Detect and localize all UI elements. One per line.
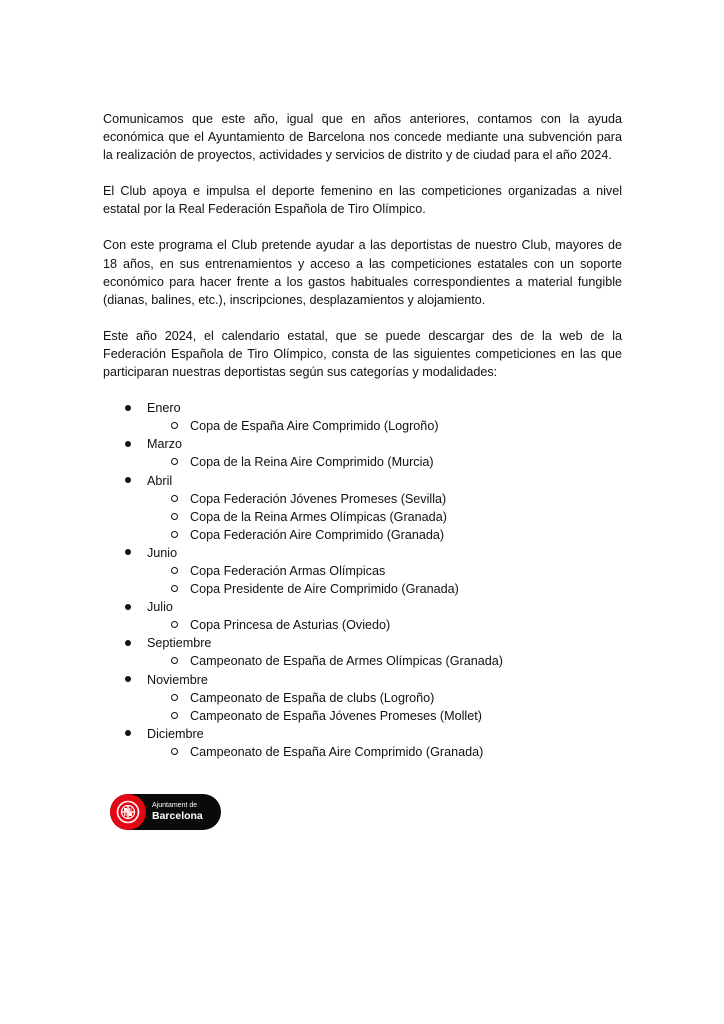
competition-item: Copa Federación Aire Comprimido (Granada)	[147, 526, 622, 544]
competition-item: Copa de la Reina Armes Olímpicas (Granada)	[147, 508, 622, 526]
calendar-list	[103, 399, 622, 761]
competition-list	[147, 689, 622, 725]
paragraph-club-support: El Club apoya e impulsa el deporte femenino en las competiciones organizadas a nivel estatal por la Real Federación Española de Tiro Olímpico.	[103, 184, 622, 217]
paragraph-intro: Comunicamos que este año, igual que en años anteriores, contamos con la ayuda económica que el Ayuntamiento de Barcelona nos concede mediante una subvención para la realización de proyectos, actividades y servicios de distrito y de ciudad para el año 2024.	[103, 112, 622, 163]
competition-item: Copa Federación Jóvenes Promeses (Sevilla)	[147, 490, 622, 508]
month-label: Septiembre	[147, 636, 212, 651]
competition-list	[147, 562, 622, 598]
month-label: Enero	[147, 401, 181, 416]
competition-item: Campeonato de España de clubs (Logroño)	[147, 689, 622, 707]
competition-list	[147, 417, 622, 435]
month-label: Marzo	[147, 437, 182, 452]
ajuntament-barcelona-logo	[110, 794, 221, 830]
month-label: Junio	[147, 545, 178, 560]
calendar-month	[103, 598, 622, 634]
document-body	[103, 110, 622, 761]
calendar-month	[103, 399, 622, 435]
logo-text-line1: Ajuntament de	[152, 802, 198, 810]
month-label: Abril	[147, 473, 173, 488]
barcelona-crest-icon	[110, 794, 146, 830]
competition-list	[147, 743, 622, 761]
calendar-month	[103, 634, 622, 670]
competition-item: Campeonato de España de Armes Olímpicas (Granada)	[147, 652, 622, 670]
competition-list	[147, 490, 622, 544]
competition-item: Copa Federación Armas Olímpicas	[147, 562, 622, 580]
competition-item: Campeonato de España Jóvenes Promeses (Mollet)	[147, 707, 622, 725]
paragraph-program: Con este programa el Club pretende ayudar a las deportistas de nuestro Club, mayores de 18 años, en sus entrenamientos y acceso a las competiciones estatales con un soporte económico para hacer frente a los gastos habituales correspondientes a material fungible (dianas, balines, etc.), inscripciones, desplazamientos y alojamiento.	[103, 238, 622, 307]
month-label: Julio	[147, 600, 173, 615]
calendar-month	[103, 544, 622, 598]
competition-item: Copa de la Reina Aire Comprimido (Murcia)	[147, 453, 622, 471]
competition-item: Copa Princesa de Asturias (Oviedo)	[147, 616, 622, 634]
competition-list	[147, 652, 622, 670]
paragraph-calendar-intro: Este año 2024, el calendario estatal, que se puede descargar des de la web de la Federación Española de Tiro Olímpico, consta de las siguientes competiciones en las que participaran nuestras deportistas según sus categorías y modalidades:	[103, 328, 622, 380]
logo-text-line2: Barcelona	[152, 810, 203, 823]
calendar-month	[103, 725, 622, 761]
calendar-month	[103, 472, 622, 544]
competition-list	[147, 453, 622, 471]
month-label: Noviembre	[147, 672, 208, 687]
competition-item: Copa Presidente de Aire Comprimido (Granada)	[147, 580, 622, 598]
competition-item: Copa de España Aire Comprimido (Logroño)	[147, 417, 622, 435]
calendar-month	[103, 435, 622, 471]
competition-item: Campeonato de España Aire Comprimido (Granada)	[147, 743, 622, 761]
logo-wordmark	[152, 802, 203, 822]
month-label: Diciembre	[147, 726, 204, 741]
competition-list	[147, 616, 622, 634]
calendar-month	[103, 671, 622, 725]
